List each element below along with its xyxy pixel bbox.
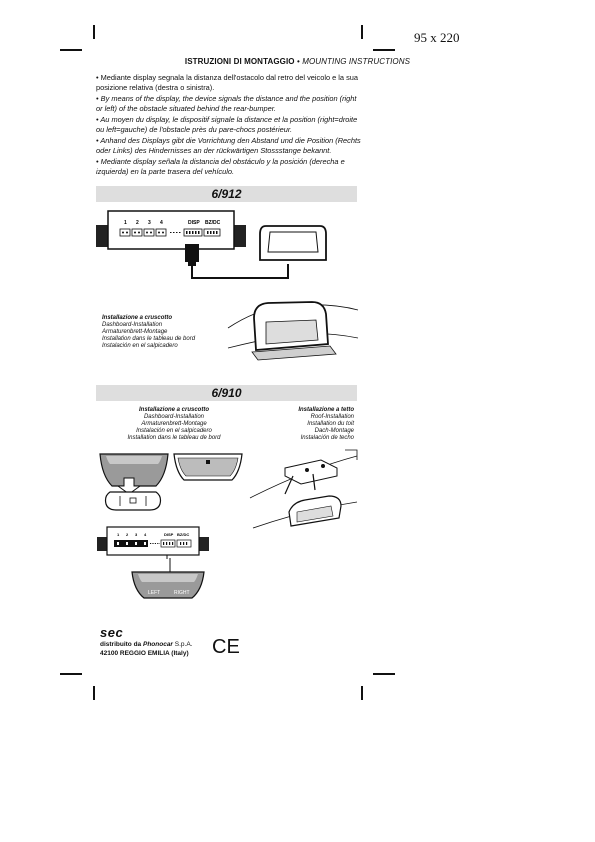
description-en: • By means of the display, the device signals the distance and the position (right or left) of the obstacle situated behind the rear-bumper. [96, 94, 357, 113]
crop-mark-tl-h [60, 49, 82, 51]
dashboard-label-912 [102, 315, 195, 350]
dashboard-910-en: Dashboard-Installation [143, 414, 205, 420]
description-de: • Anhand des Displays gibt die Vorrichtung den Abstand und die Position (Rechts oder Links) des Hindernisses an der rückwärtigen Stossstange bekannt. [96, 136, 361, 156]
ce-mark: CE [212, 636, 240, 658]
roof-910-fr: Installation du toit [307, 421, 354, 427]
roof-910-de: Dach-Montage [314, 428, 354, 434]
unit910-label-4: 4 [144, 532, 147, 537]
title-en: MOUNTING INSTRUCTIONS [302, 57, 411, 66]
roof-label-910 [286, 407, 354, 442]
page-title [0, 57, 595, 66]
unit910-label-2: 2 [126, 532, 129, 537]
unit912-label-4: 4 [160, 220, 163, 226]
dashboard-910-it: Installazione a cruscotto [138, 407, 210, 413]
display-right-label: RIGHT [174, 590, 190, 596]
distributed-prefix: distribuito da [100, 641, 142, 648]
crop-mark-bl-h [60, 673, 82, 675]
unit912-label-3: 3 [148, 220, 151, 226]
section-band-910 [96, 385, 357, 401]
description-list [96, 73, 361, 178]
description-fr: • Au moyen du display, le dispositif signale la distance et la position (right=droite ou left=gauche) de l'obstacle près du pare-chocs postérieur. [96, 115, 358, 134]
dashboard-910-es: Instalación en el salpicadero [136, 428, 212, 434]
description-it: • Mediante display segnala la distanza dell'ostacolo dal retro del veicolo e la sua posizione relativa (destra o sinistra). [96, 73, 359, 92]
crop-mark-br-v [361, 686, 363, 700]
dashboard-912-en: Dashboard-Installation [102, 322, 163, 328]
title-separator: • [296, 57, 300, 66]
control-unit-910-illustration [97, 525, 209, 559]
crop-mark-br-h [373, 673, 395, 675]
crop-mark-tr-v [361, 25, 363, 39]
dashboard-label-910 [122, 407, 226, 442]
crop-mark-bl-v [93, 686, 95, 700]
dashboard-910-de: Armaturenbrett-Montage [141, 421, 207, 427]
unit912-label-bzdc: BZ/DC [205, 220, 221, 226]
unit910-label-disp: DISP [164, 532, 174, 537]
company-name: Phonocar [142, 641, 173, 648]
display-left-label: LEFT [148, 590, 161, 596]
roof-910-en: Roof-Installation [310, 414, 354, 420]
roof-install-910-illustration [245, 450, 360, 550]
mount-bracket-910-illustration [100, 478, 166, 514]
distributor-block [100, 640, 193, 658]
crop-mark-tr-h [373, 49, 395, 51]
unit910-label-3: 3 [135, 532, 138, 537]
title-it: ISTRUZIONI DI MONTAGGIO [184, 57, 295, 66]
unit910-label-1: 1 [117, 532, 120, 537]
description-es: • Mediante display señala la distancia del obstáculo y la posición (derecha e izquierda) en la parte trasera del vehículo. [96, 157, 345, 177]
unit912-label-disp: DISP [188, 220, 200, 226]
dashboard-install-912-illustration [228, 298, 358, 370]
page-size-label: 95 x 220 [414, 30, 460, 45]
section-title-910: 6/910 [211, 386, 242, 400]
section-band-912 [96, 186, 357, 202]
roof-910-es: Instalación de techo [300, 435, 354, 441]
unit910-label-bzdc: BZ/DC [177, 532, 190, 537]
company-suffix: S.p.A. [174, 641, 193, 648]
unit912-label-1: 1 [124, 220, 127, 226]
cable-912-illustration [185, 242, 295, 282]
brand-logo: sec [100, 625, 124, 640]
dashboard-912-es: Instalación en el salpicadero [102, 343, 178, 349]
crop-mark-tl-v [93, 25, 95, 39]
display-910-back-illustration [172, 452, 244, 484]
dashboard-912-fr: Installation dans le tableau de bord [102, 336, 196, 342]
dashboard-910-fr: Installation dans le tableau de bord [127, 435, 221, 441]
section-title-912: 6/912 [211, 187, 242, 201]
dashboard-912-de: Armaturenbrett-Montage [102, 329, 168, 335]
roof-910-it: Installazione a tetto [298, 407, 354, 413]
dashboard-912-it: Installazione a cruscotto [102, 315, 173, 321]
company-address: 42100 REGGIO EMILIA (Italy) [100, 650, 189, 657]
unit912-label-2: 2 [136, 220, 139, 226]
display-910-lit-illustration [130, 558, 206, 600]
